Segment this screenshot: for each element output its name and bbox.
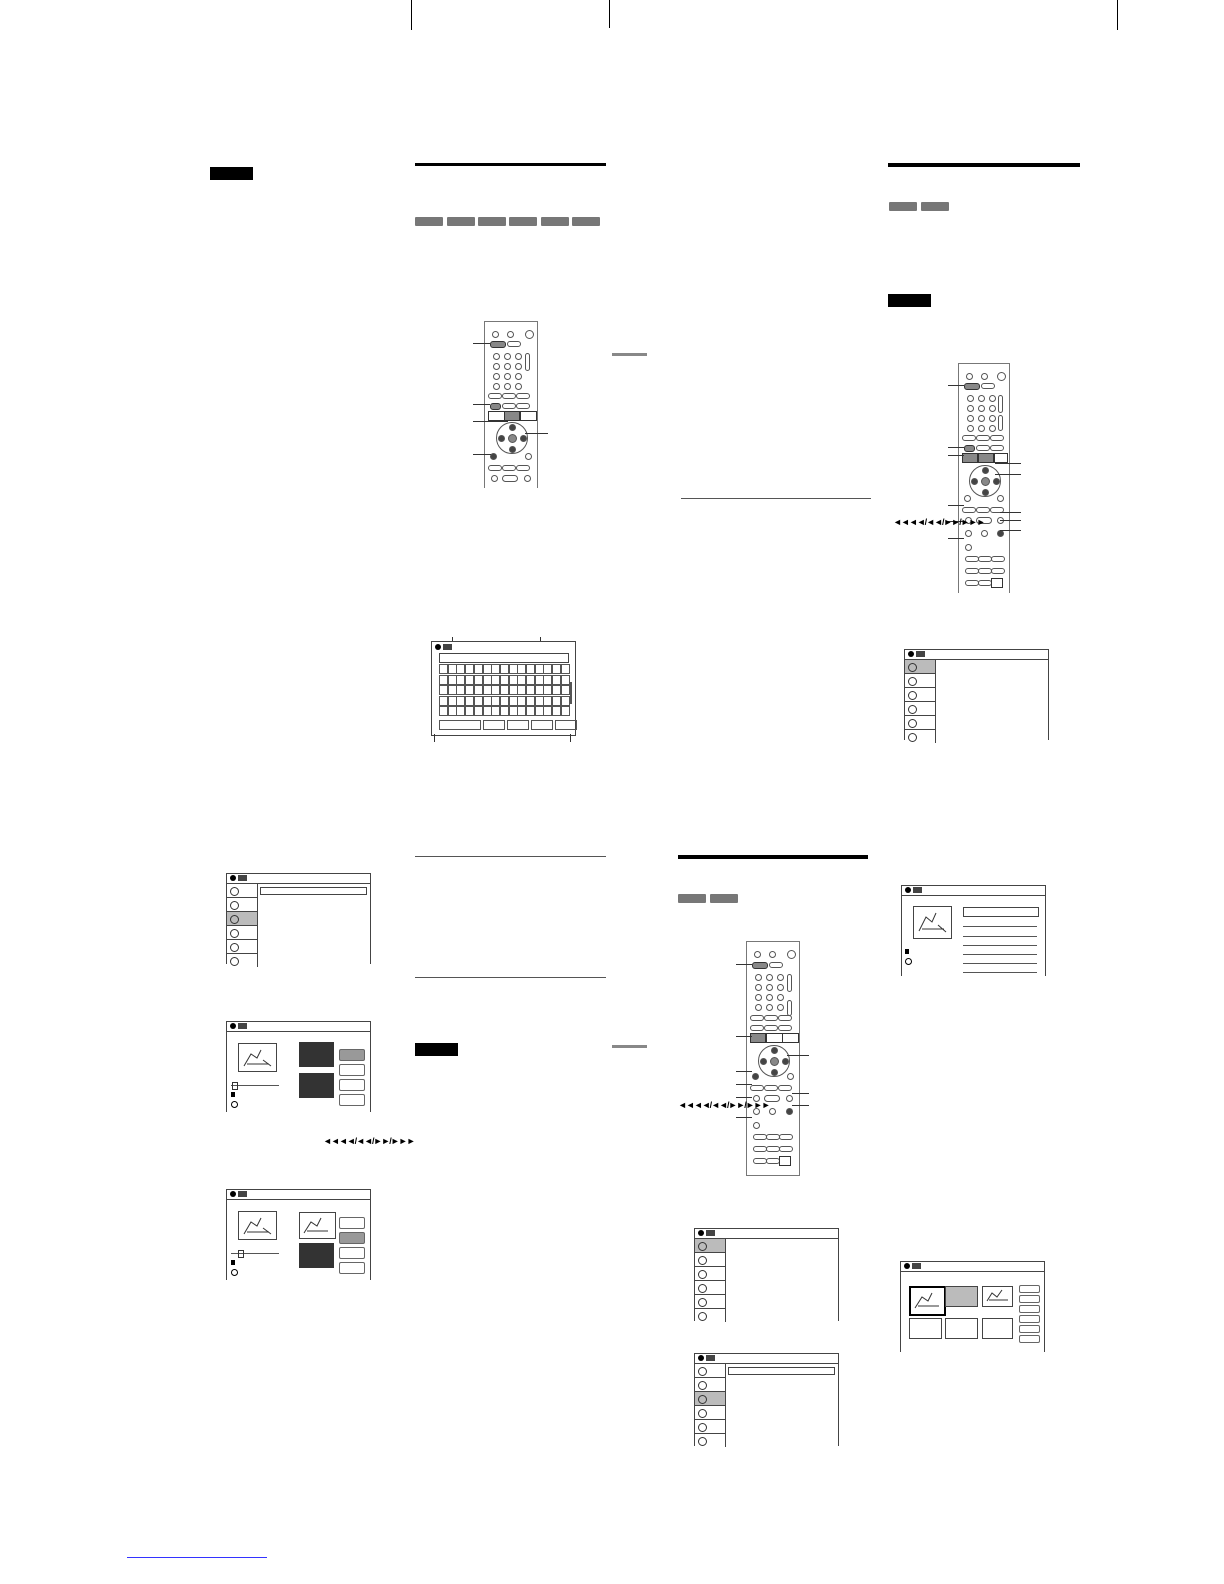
key-cell[interactable] (509, 685, 518, 695)
key-cell[interactable] (535, 685, 544, 695)
disc-icon (706, 1355, 715, 1361)
key-cell[interactable] (561, 696, 570, 706)
key-cell[interactable] (526, 706, 535, 716)
key-cell[interactable] (491, 685, 500, 695)
highlight-button-c[interactable] (504, 411, 520, 421)
disc-icon (916, 651, 925, 657)
side-option-5[interactable] (1019, 1325, 1040, 1333)
clock-icon (905, 958, 912, 965)
key-cell[interactable] (456, 706, 465, 716)
key-cell[interactable] (543, 664, 552, 674)
key-cell[interactable] (500, 696, 509, 706)
edit-icon (698, 1270, 707, 1279)
osd-menu-screen-1 (226, 873, 371, 964)
highlight-button-b[interactable] (750, 1033, 766, 1043)
key-cell[interactable] (474, 664, 483, 674)
dvd-logo-icon (698, 1355, 704, 1361)
highlight-button-b[interactable] (964, 445, 975, 452)
key-cell[interactable] (448, 706, 457, 716)
key-cell[interactable] (535, 664, 544, 674)
disc-icon (706, 1230, 715, 1236)
preview-thumbnail (238, 1211, 277, 1240)
setup-icon (698, 1423, 707, 1432)
thumbnail-3[interactable] (982, 1286, 1013, 1307)
progress-marker (232, 1082, 238, 1090)
dubbing-icon (908, 705, 917, 714)
dvd-logo-icon (435, 644, 441, 650)
dubbing-icon (698, 1284, 707, 1293)
thumbnail-1[interactable] (909, 1286, 946, 1316)
disc-icon (912, 1263, 921, 1269)
remote-control-3 (958, 363, 1010, 593)
key-cell[interactable] (517, 675, 526, 685)
dvd-logo-icon (904, 1263, 910, 1269)
key-cell[interactable] (500, 706, 509, 716)
section-rule-col3-a (681, 498, 871, 499)
key-cell[interactable] (561, 706, 570, 716)
keyboard-action-button-3[interactable] (507, 720, 529, 730)
keyboard-action-button-1[interactable] (439, 720, 481, 730)
side-option-3[interactable] (1019, 1305, 1040, 1313)
setup-icon (908, 719, 917, 728)
key-cell[interactable] (561, 685, 570, 695)
key-cell[interactable] (543, 685, 552, 695)
section-rule-col3 (678, 855, 868, 859)
key-cell[interactable] (465, 675, 474, 685)
disc-chip-9 (889, 202, 917, 211)
key-cell[interactable] (500, 685, 509, 695)
setup-icon (698, 1298, 707, 1307)
timer-icon (908, 677, 917, 686)
key-cell[interactable] (483, 675, 492, 685)
key-cell[interactable] (448, 685, 457, 695)
disc-chip-4 (509, 217, 537, 226)
key-cell[interactable] (483, 706, 492, 716)
key-cell[interactable] (552, 664, 561, 674)
note-label-col4 (888, 294, 931, 307)
key-cell[interactable] (456, 685, 465, 695)
timer-icon (698, 1381, 707, 1390)
osd-menu-screen-3 (694, 1353, 839, 1446)
disc-chip-3 (478, 217, 506, 226)
key-cell[interactable] (509, 675, 518, 685)
key-cell[interactable] (448, 664, 457, 674)
key-cell[interactable] (491, 696, 500, 706)
clock-icon (231, 1101, 238, 1108)
disc-icon (238, 875, 247, 881)
thumbnail-6[interactable] (982, 1318, 1013, 1339)
key-cell[interactable] (543, 706, 552, 716)
key-cell[interactable] (509, 696, 518, 706)
key-cell[interactable] (509, 706, 518, 716)
note-label-col1 (210, 167, 253, 180)
key-cell[interactable] (526, 685, 535, 695)
disc-icon (238, 1023, 247, 1029)
submenu-field[interactable] (260, 887, 367, 895)
side-tab-1 (612, 353, 647, 356)
thumbnail-5[interactable] (945, 1318, 978, 1339)
dubbing-icon (230, 929, 239, 938)
key-cell[interactable] (483, 685, 492, 695)
option-button-2[interactable] (339, 1232, 365, 1244)
osd-title-info-screen (901, 885, 1046, 976)
disc-chip-10 (921, 202, 949, 211)
side-tab-2 (612, 1045, 647, 1048)
trick-play-label-col3: ◄◄◄◄/◄◄/►►/►►► (678, 1100, 770, 1110)
key-cell[interactable] (439, 664, 448, 674)
progress-marker (238, 1250, 244, 1258)
disc-chip-1 (415, 217, 443, 226)
dvd-logo-icon (905, 887, 911, 893)
highlight-button-b[interactable] (490, 403, 501, 410)
key-cell[interactable] (535, 696, 544, 706)
divide-frame-a (299, 1212, 336, 1239)
submenu-field[interactable] (728, 1367, 835, 1375)
trick-play-label-col1: ◄◄◄◄/◄◄/►►/►►► (323, 1136, 415, 1146)
key-cell[interactable] (535, 675, 544, 685)
crop-mark-right (1117, 0, 1118, 30)
key-cell[interactable] (500, 675, 509, 685)
clock-icon (231, 1269, 238, 1276)
key-cell[interactable] (552, 675, 561, 685)
key-cell[interactable] (439, 706, 448, 716)
key-cell[interactable] (483, 664, 492, 674)
disc-setting-icon (230, 957, 239, 966)
highlight-button-a[interactable] (964, 383, 980, 390)
edit-icon (230, 915, 239, 924)
title-list-icon (698, 1367, 707, 1376)
disc-chip-7 (678, 894, 706, 903)
option-button-4[interactable] (339, 1262, 365, 1274)
key-cell[interactable] (491, 706, 500, 716)
option-button-3[interactable] (339, 1247, 365, 1259)
keyboard-action-button-5[interactable] (555, 720, 577, 730)
section-rule-col4 (888, 163, 1080, 167)
title-list-icon (908, 663, 917, 672)
key-cell[interactable] (474, 696, 483, 706)
disc-setting-icon (698, 1437, 707, 1446)
osd-keyboard-screen (431, 641, 576, 736)
key-cell[interactable] (517, 696, 526, 706)
divide-frame-b (299, 1243, 334, 1268)
key-cell[interactable] (561, 675, 570, 685)
key-cell[interactable] (491, 675, 500, 685)
key-cell[interactable] (552, 685, 561, 695)
key-cell[interactable] (474, 675, 483, 685)
osd-divide-screen-2 (226, 1189, 371, 1280)
section-rule-col2-b (415, 977, 606, 978)
crop-mark-center (609, 0, 610, 28)
direction-pad[interactable] (496, 422, 528, 454)
title-list-icon (230, 887, 239, 896)
disc-chip-5 (541, 217, 569, 226)
dubbing-icon (698, 1409, 707, 1418)
title-name-field[interactable] (963, 907, 1039, 917)
keyboard-action-button-4[interactable] (531, 720, 553, 730)
key-cell[interactable] (448, 696, 457, 706)
key-cell[interactable] (439, 675, 448, 685)
key-cell[interactable] (465, 664, 474, 674)
crop-mark-left (411, 0, 412, 30)
osd-divide-screen-1 (226, 1021, 371, 1112)
key-cell[interactable] (543, 696, 552, 706)
disc-chip-6 (572, 217, 600, 226)
key-cell[interactable] (552, 706, 561, 716)
disc-icon (443, 644, 452, 650)
preview-thumbnail (913, 906, 952, 939)
thumbnail-2[interactable] (945, 1286, 978, 1307)
key-cell[interactable] (543, 675, 552, 685)
option-button-4[interactable] (339, 1094, 365, 1106)
direction-pad[interactable] (758, 1045, 790, 1077)
timer-icon (698, 1256, 707, 1265)
section-rule-col2-a (415, 856, 606, 857)
disc-chip-8 (710, 894, 738, 903)
dvd-logo-icon (230, 1191, 236, 1197)
progress-bar (231, 1085, 279, 1086)
osd-menu-screen-2 (694, 1228, 839, 1321)
trick-play-label-col4: ◄◄◄◄/◄◄/►►/►►► (893, 517, 985, 527)
key-cell[interactable] (561, 664, 570, 674)
key-cell[interactable] (535, 706, 544, 716)
option-button-1[interactable] (339, 1049, 365, 1061)
osd-menu-screen-4 (904, 649, 1049, 740)
stop-icon (231, 1260, 235, 1265)
remote-control-1 (484, 321, 538, 488)
key-cell[interactable] (483, 696, 492, 706)
disc-icon (913, 887, 922, 893)
key-cell[interactable] (465, 696, 474, 706)
key-cell[interactable] (517, 664, 526, 674)
key-cell[interactable] (474, 685, 483, 695)
disc-chip-2 (447, 217, 475, 226)
highlight-button-a[interactable] (490, 341, 506, 348)
key-cell[interactable] (526, 696, 535, 706)
key-cell[interactable] (456, 696, 465, 706)
stop-icon (905, 949, 909, 954)
title-list-icon (698, 1242, 707, 1251)
side-option-6[interactable] (1019, 1335, 1040, 1343)
key-cell[interactable] (456, 675, 465, 685)
timer-icon (230, 901, 239, 910)
option-button-3[interactable] (339, 1079, 365, 1091)
disc-setting-icon (698, 1312, 707, 1321)
key-cell[interactable] (491, 664, 500, 674)
divide-frame-a (299, 1042, 334, 1067)
key-cell[interactable] (517, 706, 526, 716)
side-option-1[interactable] (1019, 1285, 1040, 1293)
character-grid[interactable] (439, 664, 569, 724)
keyboard-action-button-2[interactable] (483, 720, 505, 730)
remote-control-2 (746, 941, 800, 1176)
thumbnail-4[interactable] (909, 1318, 942, 1339)
highlight-button-d[interactable] (978, 453, 994, 463)
footer-link-underline[interactable] (127, 1557, 267, 1558)
direction-pad[interactable] (969, 465, 1001, 497)
key-cell[interactable] (526, 675, 535, 685)
scroll-bar[interactable] (570, 682, 572, 704)
dvd-logo-icon (230, 875, 236, 881)
edit-icon (698, 1395, 707, 1404)
dvd-logo-icon (698, 1230, 704, 1236)
key-cell[interactable] (439, 696, 448, 706)
osd-thumbnail-screen (900, 1261, 1045, 1352)
key-cell[interactable] (509, 664, 518, 674)
disc-icon (238, 1191, 247, 1197)
stop-icon (231, 1092, 235, 1097)
preview-thumbnail (238, 1043, 277, 1072)
key-cell[interactable] (448, 675, 457, 685)
option-button-2[interactable] (339, 1064, 365, 1076)
highlight-button-a[interactable] (752, 962, 768, 969)
key-cell[interactable] (474, 706, 483, 716)
key-cell[interactable] (439, 685, 448, 695)
note-label-col2 (415, 1043, 458, 1056)
key-cell[interactable] (465, 685, 474, 695)
text-entry-field[interactable] (439, 653, 569, 663)
dvd-logo-icon (230, 1023, 236, 1029)
key-cell[interactable] (552, 696, 561, 706)
side-option-4[interactable] (1019, 1315, 1040, 1323)
key-cell[interactable] (456, 664, 465, 674)
key-cell[interactable] (500, 664, 509, 674)
disc-setting-icon (908, 733, 917, 742)
key-cell[interactable] (517, 685, 526, 695)
dvd-logo-icon (908, 651, 914, 657)
highlight-button-c[interactable] (962, 453, 978, 463)
side-option-2[interactable] (1019, 1295, 1040, 1303)
edit-icon (908, 691, 917, 700)
option-button-1[interactable] (339, 1217, 365, 1229)
key-cell[interactable] (526, 664, 535, 674)
divide-frame-b (299, 1073, 334, 1098)
section-rule-col2 (415, 163, 606, 166)
key-cell[interactable] (465, 706, 474, 716)
setup-icon (230, 943, 239, 952)
